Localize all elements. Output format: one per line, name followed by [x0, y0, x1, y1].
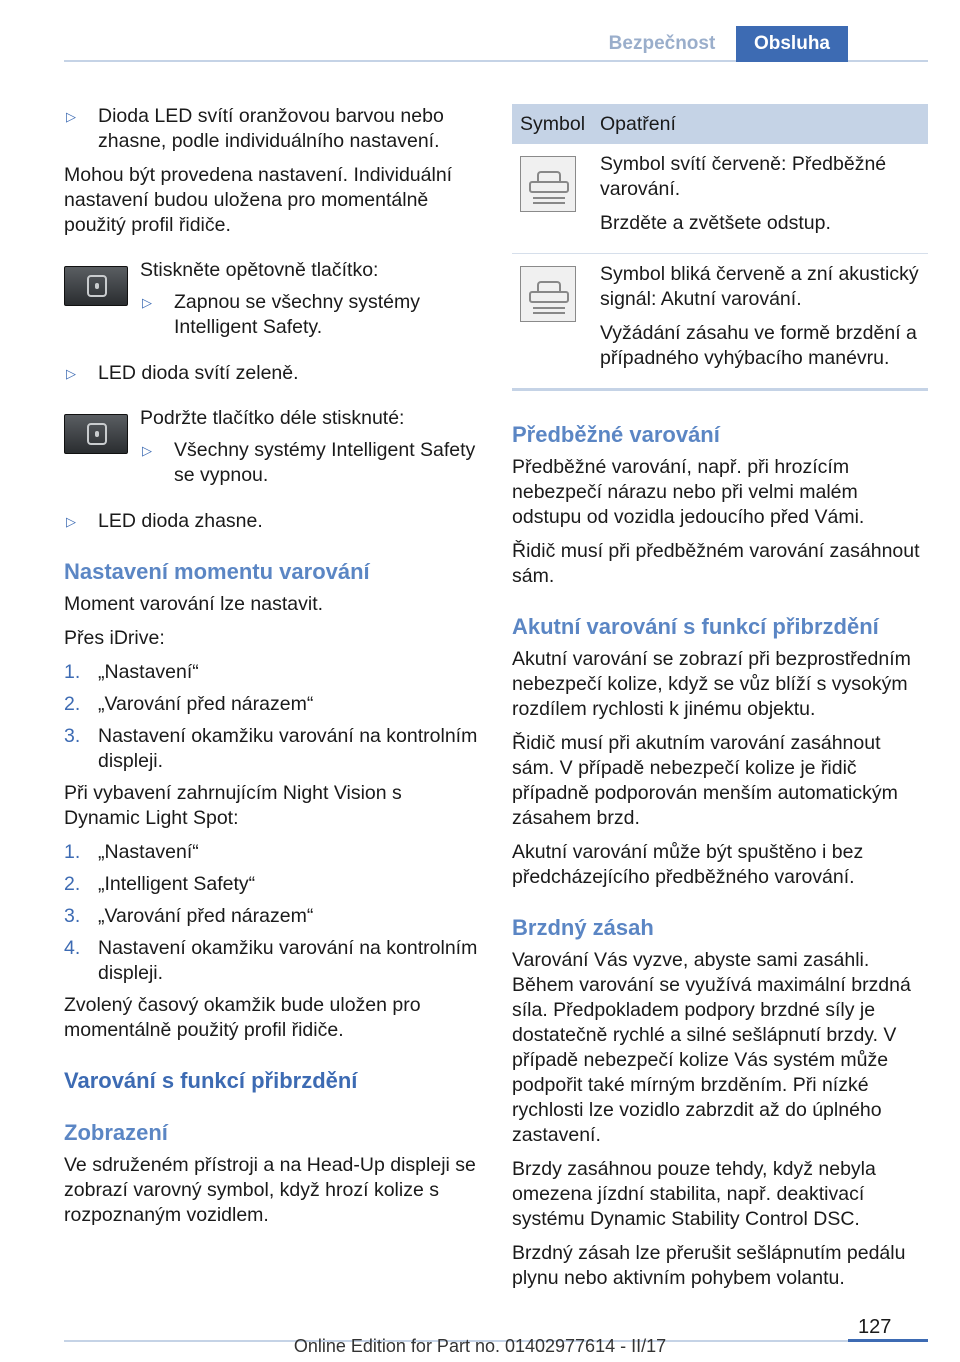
paragraph: Akutní varování se zobrazí při bezprostředním nebezpečí kolize, když se vůz blíží s vysokým rozdílem rychlosti k jinému objektu.	[512, 648, 911, 720]
bullet-item	[64, 104, 482, 154]
tab-bezpecnost[interactable]: Bezpečnost	[608, 33, 716, 54]
button-instruction	[64, 258, 482, 349]
bullet-text: LED dioda svítí zeleně.	[98, 362, 299, 384]
car-warning-blinking-icon	[520, 266, 576, 322]
chapter-heading: Varování s funkcí přibrzdění	[64, 1068, 358, 1093]
button-instruction-title: Podržte tlačítko déle stisknuté:	[140, 407, 405, 429]
paragraph: Zvolený časový okamžik bude uložen pro momentálně použitý profil řidiče.	[64, 994, 421, 1041]
section-heading: Akutní varování s funkcí přibrzdění	[512, 614, 879, 639]
list-item: 2. „Varování před nárazem“	[64, 693, 314, 715]
paragraph: Moment varování lze nastavit.	[64, 593, 324, 615]
bullet-text: LED dioda zhasne.	[98, 510, 263, 532]
list-item: 3. „Varování před nárazem“	[64, 905, 314, 927]
right-column	[512, 104, 928, 1300]
table-cell-text: Brzděte a zvětšete odstup.	[600, 212, 831, 234]
table-cell-text: Vyžádání zásahu ve formě brzdění a případného vyhýbacího manévru.	[600, 322, 917, 369]
left-column	[64, 104, 482, 1237]
list-item: 1. „Nastavení“	[64, 841, 199, 863]
section-heading: Předběžné varování	[512, 422, 720, 447]
list-item: 1. „Nastavení“	[64, 661, 199, 683]
table-row	[512, 144, 928, 253]
triangle-bullet-icon: ▷	[66, 514, 76, 529]
bullet-text: Zapnou se všechny systémy Intelligent Safety.	[174, 291, 421, 338]
car-warning-icon	[520, 156, 576, 212]
button-instruction-title: Stiskněte opětovně tlačítko:	[140, 259, 379, 281]
list-item: 4. Nastavení okamžiku varování na kontrolním displeji.	[64, 937, 478, 984]
edition-footer: Online Edition for Part no. 01402977614 - II/17	[293, 1336, 667, 1356]
page-number: 127	[858, 1316, 892, 1338]
tab-obsluha[interactable]: Obsluha	[736, 26, 848, 62]
bullet-item	[64, 509, 482, 534]
button-instruction	[64, 406, 482, 497]
paragraph: Akutní varování může být spuštěno i bez předcházejícího předběžného varování.	[512, 841, 864, 888]
bullet-item	[140, 290, 482, 340]
paragraph: Mohou být provedena nastavení. Individuální nastavení budou uložena pro momentálně použitý profil řidiče.	[64, 164, 453, 236]
table-cell-text: Symbol svítí červeně: Předběžné varování.	[600, 153, 887, 200]
triangle-bullet-icon: ▷	[142, 443, 152, 458]
paragraph: Brzdy zasáhnou pouze tehdy, když nebyla omezena jízdní stabilita, např. deaktivací systému Dynamic Stability Control DSC.	[512, 1158, 876, 1230]
triangle-bullet-icon: ▷	[142, 295, 152, 310]
paragraph: Ve sdruženém přístroji a na Head-Up displeji se zobrazí varovný symbol, když hrozí kolize s rozpoznaným vozidlem.	[64, 1154, 476, 1226]
list-item: 3. Nastavení okamžiku varování na kontrolním displeji.	[64, 725, 478, 772]
paragraph: Řidič musí při předběžném varování zasáhnout sám.	[512, 540, 920, 587]
intelligent-safety-button-icon	[64, 266, 128, 306]
paragraph: Přes iDrive:	[64, 627, 165, 649]
table-header	[512, 104, 928, 144]
table-cell-text: Symbol bliká červeně a zní akustický signál: Akutní varování.	[600, 263, 919, 310]
paragraph: Předběžné varování, např. při hrozícím nebezpečí nárazu nebo při velmi malém odstupu od vozidla jedoucího před Vámi.	[512, 456, 865, 528]
bullet-text: Dioda LED svítí oranžovou barvou nebo zhasne, podle individuálního nastavení.	[98, 105, 444, 152]
bullet-item	[140, 438, 482, 488]
bullet-text: Všechny systémy Intelligent Safety se vypnou.	[174, 439, 476, 486]
section-heading: Brzdný zásah	[512, 915, 654, 940]
paragraph: Brzdný zásah lze přerušit sešlápnutím pedálu plynu nebo aktivním pohybem volantu.	[512, 1242, 906, 1289]
symbol-table	[512, 104, 928, 391]
triangle-bullet-icon: ▷	[66, 366, 76, 381]
list-item: 2. „Intelligent Safety“	[64, 873, 256, 895]
triangle-bullet-icon: ▷	[66, 109, 76, 124]
paragraph: Při vybavení zahrnujícím Night Vision s Dynamic Light Spot:	[64, 782, 402, 829]
paragraph: Řidič musí při akutním varování zasáhnout sám. V případě nebezpečí kolize je řidič případně podporován menším automatickým zásahem brzd.	[512, 732, 898, 829]
paragraph: Varování Vás vyzve, abyste sami zasáhli. Během varování se využívá maximální brzdná síla. Předpokladem podpory brzdné síly je dostatečně rychlé a silné sešlápnutí brzdy. V případě nebezpečí kolize Vás systém může podpořit také mírným brzděním. Při nízké rychlosti lze vozidlo zabrzdit až do úplného zastavení.	[512, 949, 911, 1146]
section-heading: Nastavení momentu varování	[64, 559, 370, 584]
column-header-symbol: Symbol	[520, 112, 586, 135]
section-heading: Zobrazení	[64, 1120, 168, 1145]
column-header-opatreni: Opatření	[600, 112, 676, 135]
intelligent-safety-button-icon	[64, 414, 128, 454]
table-row	[512, 253, 928, 388]
bullet-item	[64, 361, 482, 386]
